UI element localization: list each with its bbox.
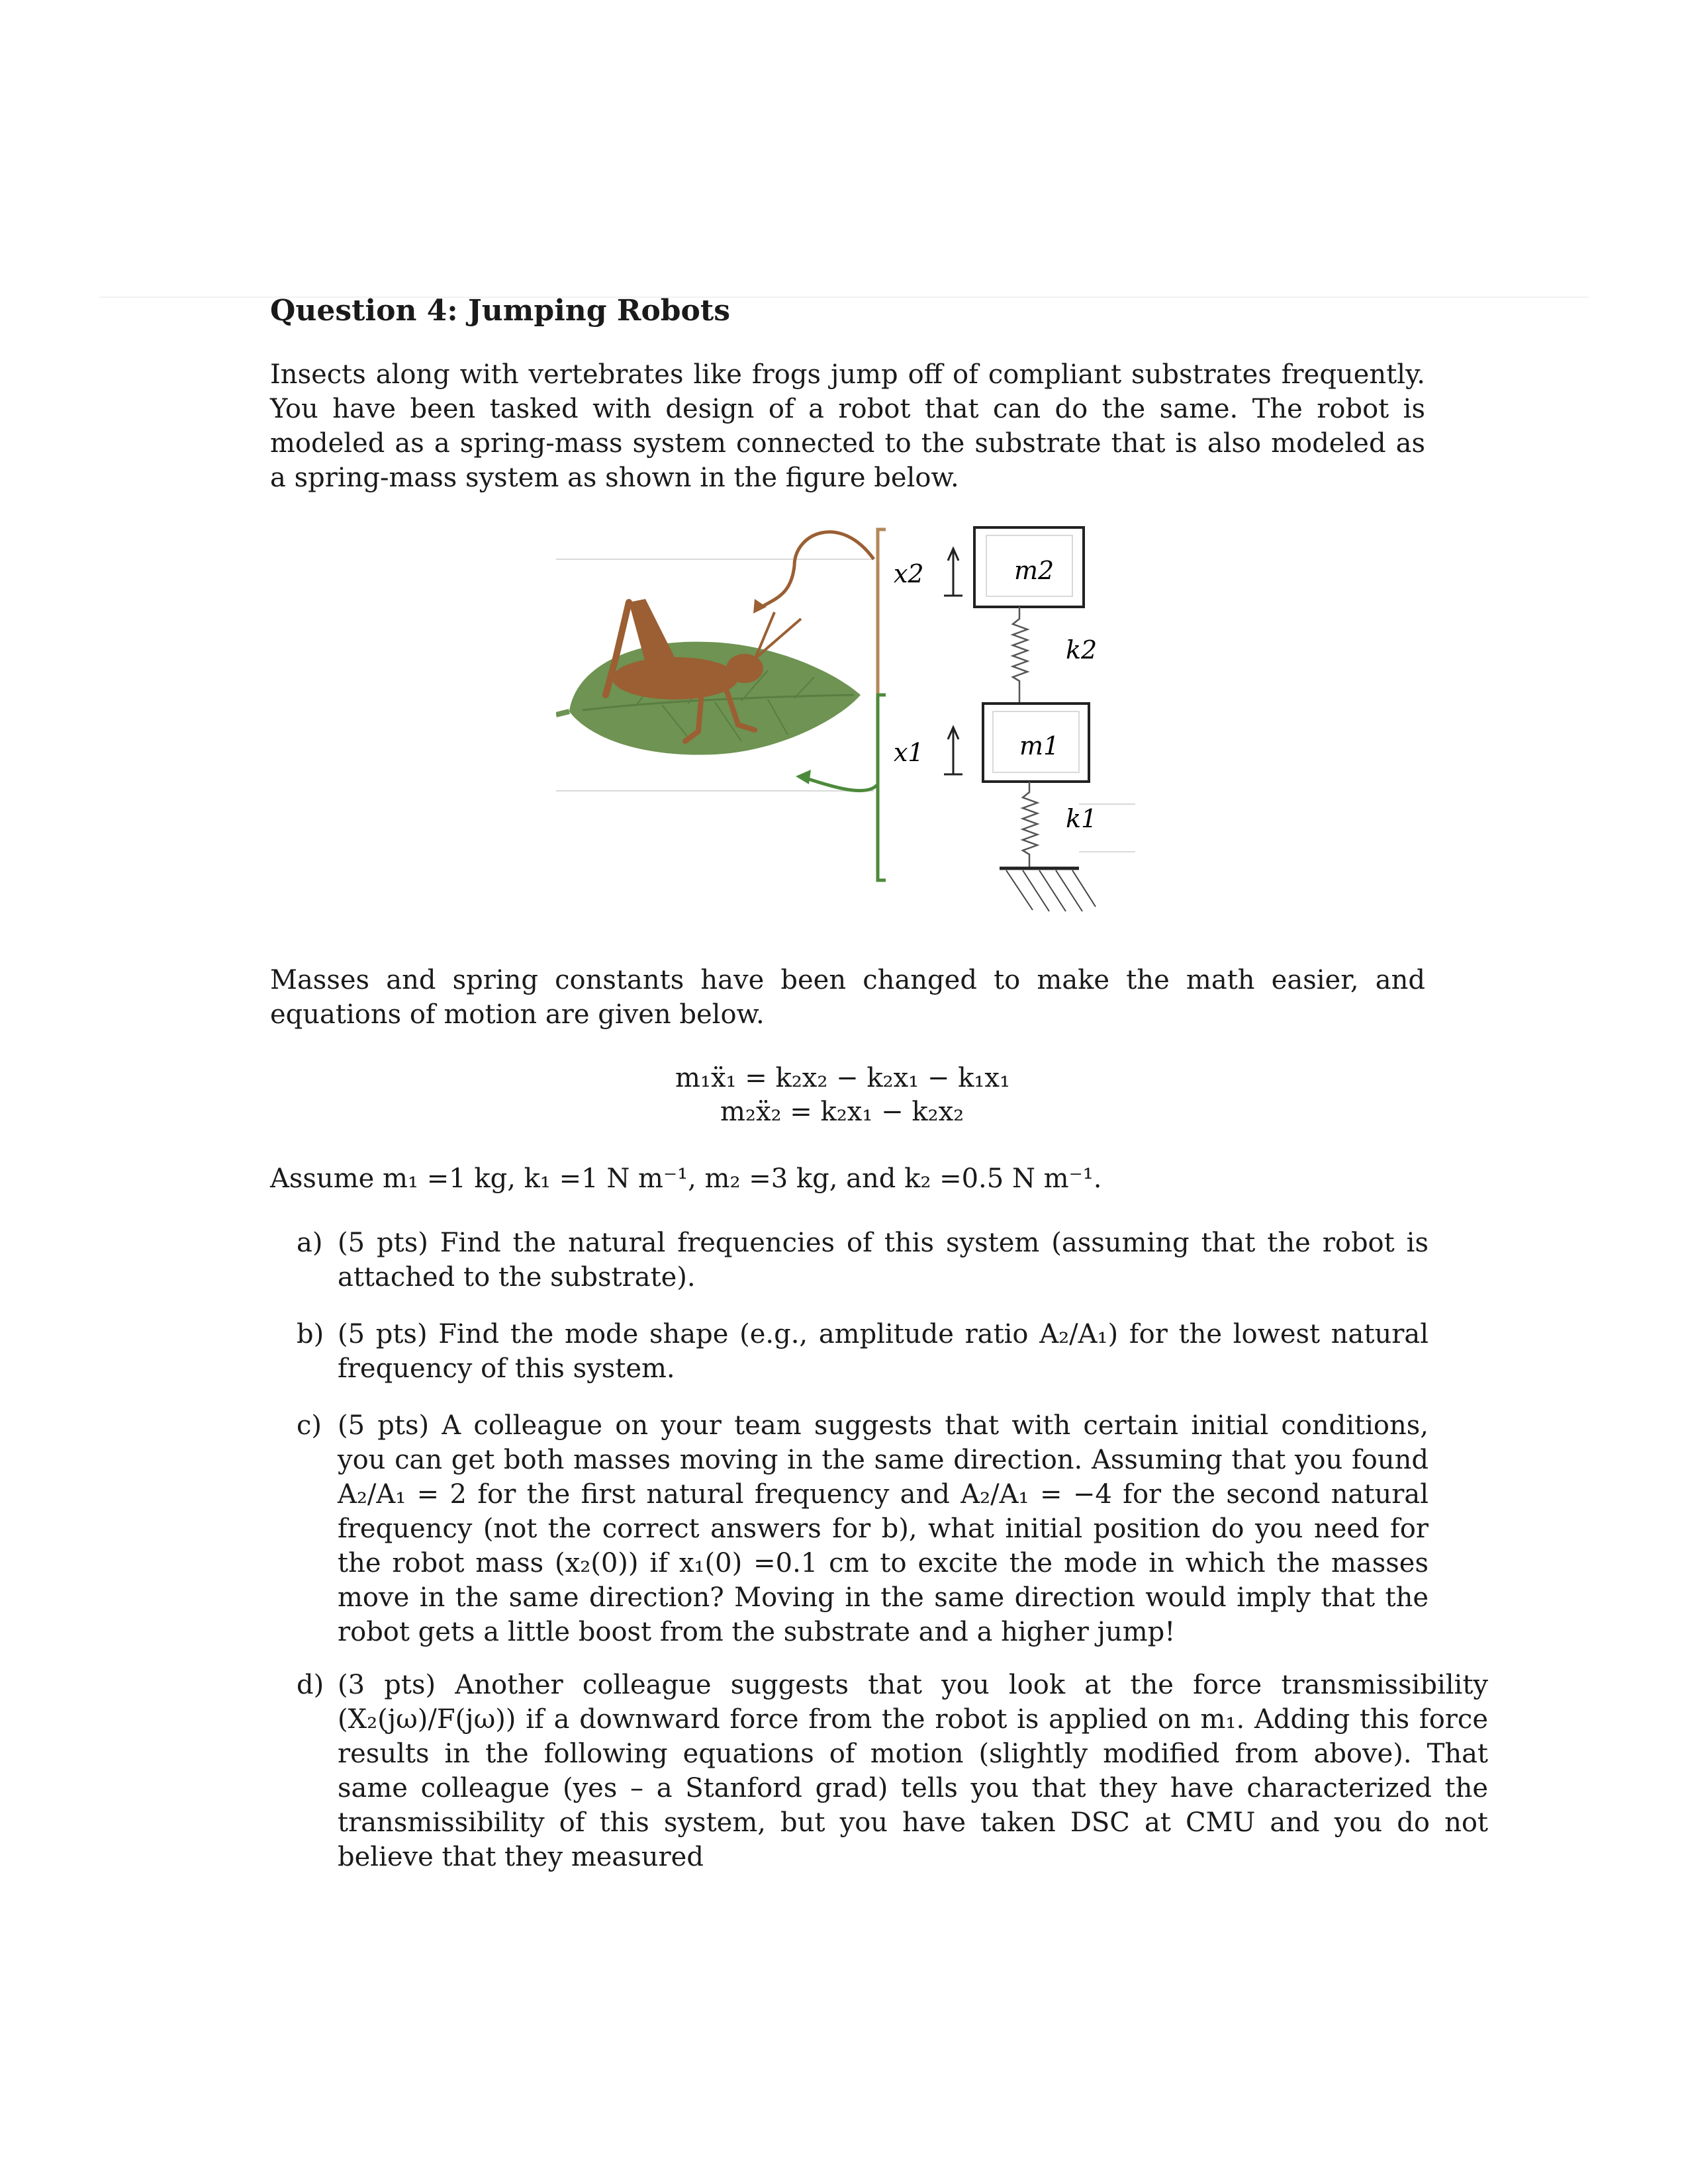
x2-arrow-icon [944,549,962,596]
assumptions-line: Assume m₁ =1 kg, k₁ =1 N m⁻¹, m₂ =3 kg, and k₂ =0.5 N m⁻¹. [270,1163,1102,1194]
part-d [297,1668,1488,1874]
bracket-top [878,529,886,695]
x1-arrow-icon [944,727,962,774]
part-c-label: c) [297,1410,322,1441]
equations-intro: Masses and spring constants have been changed to make the math easier, and equations of motion are given below. [270,965,1425,1030]
jump-arrowhead-icon [753,599,767,614]
bracket-bottom [878,695,886,880]
jump-arrow [758,532,874,609]
m2-label: m2 [1014,556,1055,585]
part-d-text: (3 pts) Another colleague suggests that you look at the force transmissibility (X₂(jω)/F(jω)) if a downward force from the robot is applied on m₁. Adding this force results in the following equations of motion (slightly modified from above). That same colleague (yes – a Stanford grad) tells you that they have characterized the transmissibility of this system, but you have taken DSC at CMU and you do not believe that they measured [338,1670,1488,1872]
question-title: Question 4: Jumping Robots [270,294,730,328]
jumping-robot-figure [556,520,1152,930]
x1-label: x1 [894,738,924,767]
m1-label: m1 [1019,731,1060,760]
equation-motion-2: m₂ẍ₂ = k₂x₁ − k₂x₂ [720,1097,964,1127]
part-d-label: d) [297,1670,324,1700]
spring-k1-icon [1023,782,1037,867]
k2-label: k2 [1066,635,1098,664]
part-a [297,1226,1429,1295]
part-c-text: (5 pts) A colleague on your team suggests that with certain initial conditions, you can get both masses moving in the same direction. Assuming that you found A₂/A₁ = 2 for the first natural frequency and A₂/A₁ = −4 for the second natural frequency (not the correct answers for b), what initial position do you need for the robot mass (x₂(0)) if x₁(0) =0.1 cm to excite the mode in which the masses move in the same direction? Moving in the same direction would imply that the robot gets a little boost from the substrate and a higher jump! [338,1410,1429,1647]
k1-label: k1 [1066,804,1098,833]
mass-m2 [974,527,1084,607]
mass-m1 [983,704,1089,782]
part-b [297,1317,1429,1386]
part-a-text: (5 pts) Find the natural frequencies of this system (assuming that the robot is attached to the substrate). [338,1228,1429,1293]
part-c [297,1408,1429,1649]
ground-icon [1000,868,1096,911]
leaf-icon [556,642,861,755]
substrate-arrow [804,778,878,791]
part-b-text: (5 pts) Find the mode shape (e.g., amplitude ratio A₂/A₁) for the lowest natural frequency of this system. [338,1319,1429,1384]
intro-paragraph: Insects along with vertebrates like frogs jump off of compliant substrates frequently. You have been tasked with design of a robot that can do the same. The robot is modeled as a spring-mass system connected to the substrate that is also modeled as a spring-mass system as shown in the figure below. [270,359,1425,493]
spring-mass-diagram [556,520,1152,930]
part-a-label: a) [297,1228,323,1258]
part-b-label: b) [297,1319,324,1349]
substrate-arrowhead-icon [796,770,811,784]
spring-k2-icon [1013,607,1027,704]
x2-label: x2 [894,559,924,588]
equation-motion-1: m₁ẍ₁ = k₂x₂ − k₂x₁ − k₁x₁ [675,1063,1010,1093]
